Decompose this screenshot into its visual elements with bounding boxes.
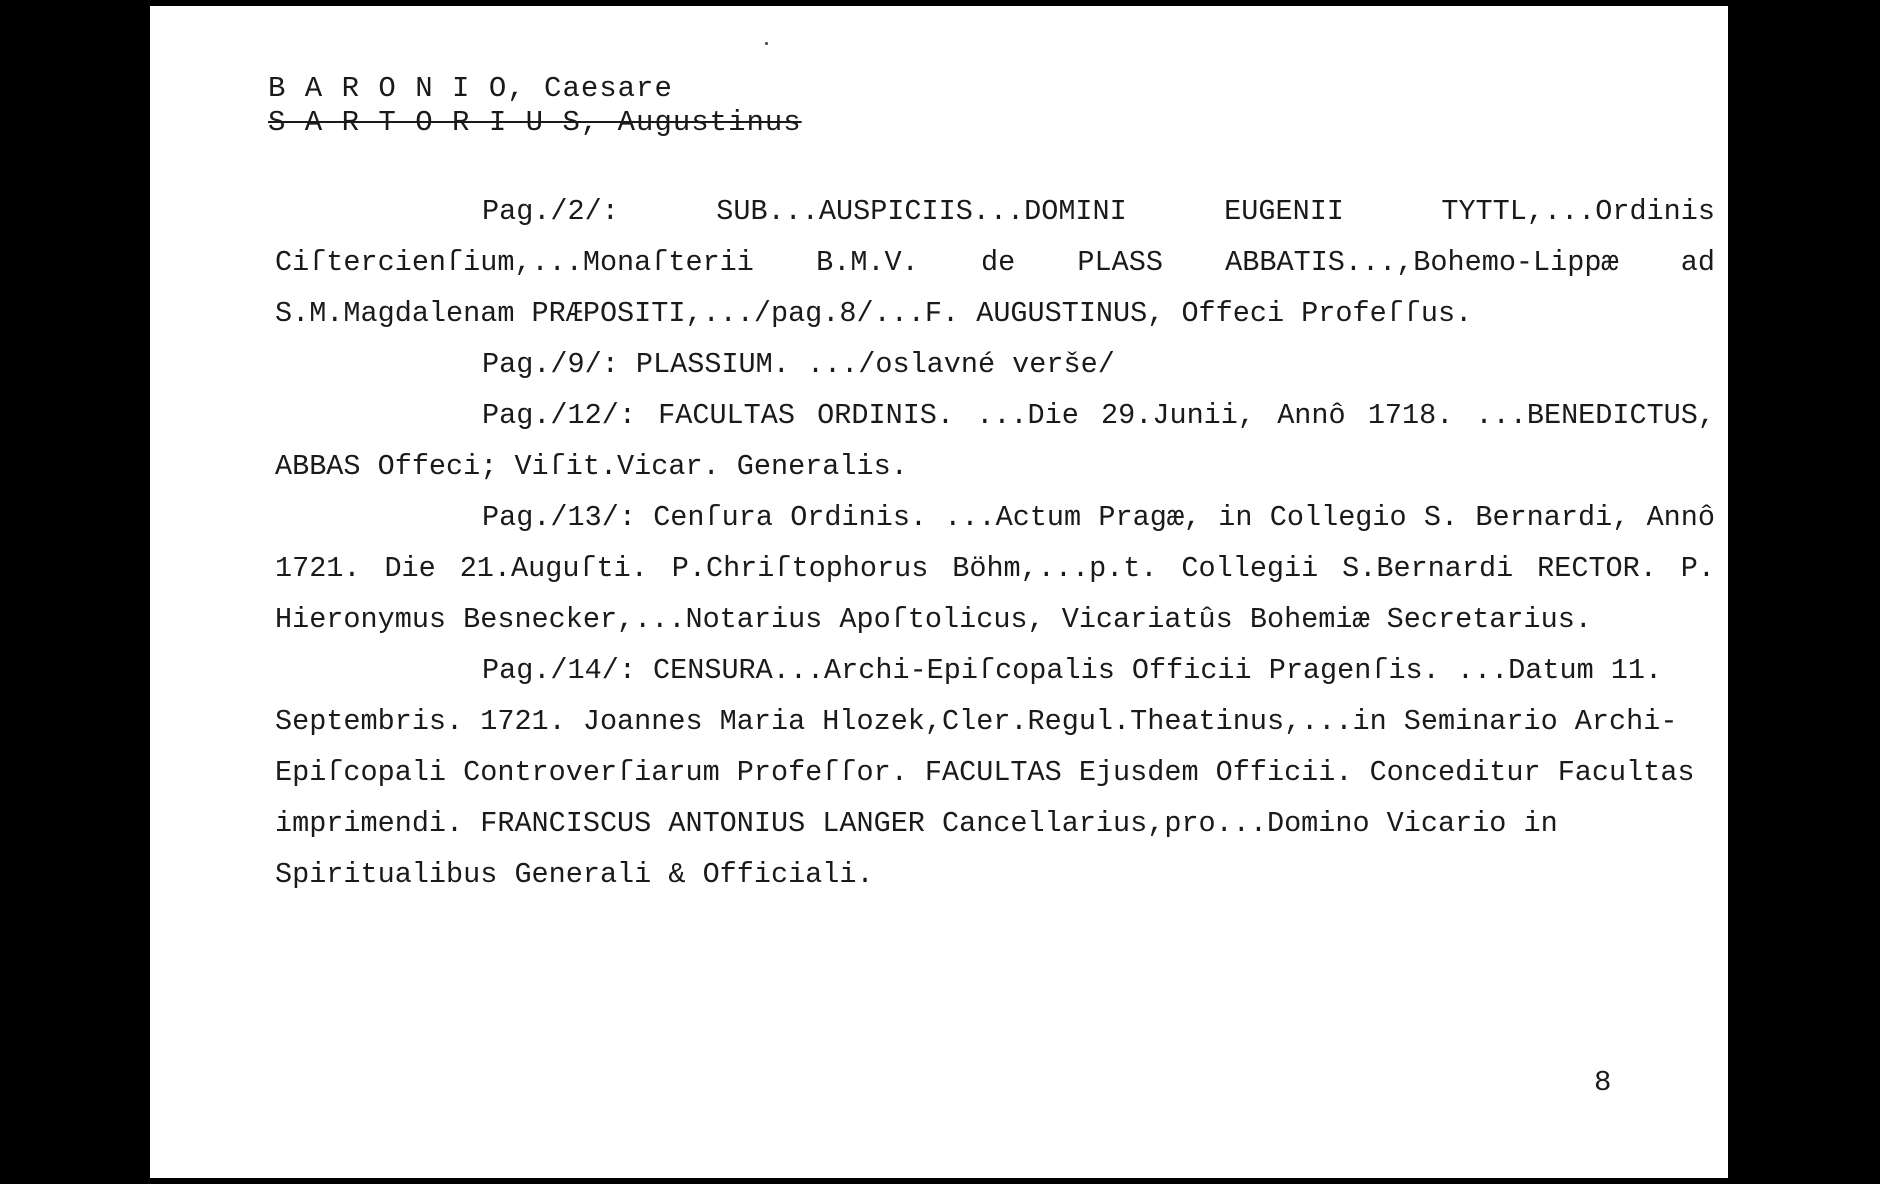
paragraph-page-12: Pag./12/: FACULTAS ORDINIS. ...Die 29.Junii, Annô 1718. ...BENEDICTUS, ABBAS Offeci; Viſit.Vicar. Generalis. bbox=[275, 399, 1715, 483]
paragraph-page-13: Pag./13/: Cenſura Ordinis. ...Actum Pragæ, in Collegio S. Bernardi, Annô 1721. Die 21.Auguſti. P.Chriſtophorus Böhm,...p.t. Collegii S.Bernardi RECTOR. P. Hieronymus Besnecker,...Notarius Apoſtolicus, Vicariatûs Bohemiæ Secretarius. bbox=[275, 501, 1715, 636]
page-number: 8 bbox=[1594, 1066, 1612, 1099]
heading-current-name: B A R O N I O, Caesare bbox=[268, 72, 673, 105]
paragraph-page-9: Pag./9/: PLASSIUM. .../oslavné verše/ bbox=[482, 348, 1115, 381]
heading-struck-name: S A R T O R I U S, Augustinus bbox=[268, 106, 802, 139]
card-body bbox=[275, 186, 1715, 900]
ink-speck bbox=[765, 42, 768, 45]
paragraph-page-14: Pag./14/: CENSURA...Archi-Epiſcopalis Officii Pragenſis. ...Datum 11. Septembris. 1721. Joannes Maria Hlozek,Cler.Regul.Theatinus,...in Seminario Archi-Epiſcopali Controverſiarum Profeſſor. FACULTAS Ejusdem Officii. Conceditur Facultas imprimendi. FRANCISCUS ANTONIUS LANGER Cancellarius,pro...Domino Vicario in Spiritualibus Generali & Officiali. bbox=[275, 654, 1695, 891]
paragraph-page-2: Pag./2/: SUB...AUSPICIIS...DOMINI EUGENII TYTTL,...Ordinis Ciſtercienſium,...Monaſterii B.M.V. de PLASS ABBATIS...,Bohemo-Lippæ ad S.M.Magdalenam PRÆPOSITI,.../pag.8/...F. AUGUSTINUS, Offeci Profeſſus. bbox=[275, 195, 1715, 330]
catalog-card bbox=[150, 6, 1728, 1178]
